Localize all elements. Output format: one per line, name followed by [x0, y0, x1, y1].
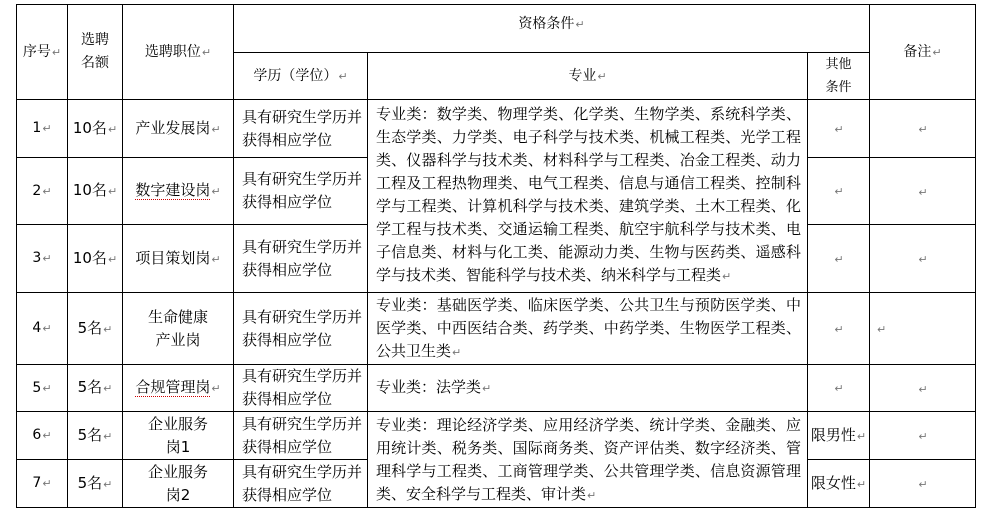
row-remarks: ↵	[870, 158, 976, 225]
header-position: 选聘职位↵	[123, 5, 234, 100]
row-degree: 具有研究生学历并获得相应学位	[234, 460, 368, 508]
row-position: 项目策划岗↵	[123, 225, 234, 293]
row-remarks: ↵	[870, 100, 976, 158]
row-degree: 具有研究生学历并获得相应学位	[234, 412, 368, 460]
header-degree: 学历（学位）↵	[234, 53, 368, 100]
row-other: ↵	[808, 293, 870, 365]
row-no: 7↵	[17, 460, 68, 508]
row-remarks: ↵	[870, 225, 976, 293]
major-group-b: 专业类：基础医学类、临床医学类、公共卫生与预防医学类、中医学类、中西医结合类、药学类、中药学类、生物医学工程类、公共卫生类↵	[368, 293, 808, 365]
row-position: 企业服务岗1	[123, 412, 234, 460]
table-row	[17, 412, 976, 460]
major-group-c: 专业类：法学类↵	[368, 365, 808, 412]
row-degree: 具有研究生学历并获得相应学位	[234, 225, 368, 293]
header-no: 序号↵	[17, 5, 68, 100]
major-group-d: 专业类：理论经济学类、应用经济学类、统计学类、金融类、应用统计类、税务类、国际商务类、资产评估类、数字经济类、管理科学与工程类、工商管理学类、公共管理学类、信息资源管理类、安全科学与工程类、审计类↵	[368, 412, 808, 508]
header-qualification: 资格条件↵	[234, 5, 870, 53]
row-other: 限男性↵	[808, 412, 870, 460]
row-count: 10名↵	[68, 100, 123, 158]
row-degree: 具有研究生学历并获得相应学位	[234, 158, 368, 225]
row-count: 5名↵	[68, 460, 123, 508]
row-count: 10名↵	[68, 158, 123, 225]
row-degree: 具有研究生学历并获得相应学位	[234, 100, 368, 158]
table-row	[17, 100, 976, 158]
header-other: 其他条件	[808, 53, 870, 100]
header-major: 专业↵	[368, 53, 808, 100]
row-no: 6↵	[17, 412, 68, 460]
row-no: 3↵	[17, 225, 68, 293]
row-other: ↵	[808, 365, 870, 412]
row-no: 2↵	[17, 158, 68, 225]
table-row	[17, 293, 976, 365]
header-count: 选聘名额	[68, 5, 123, 100]
major-group-a: 专业类：数学类、物理学类、化学类、生物学类、系统科学类、生态学类、力学类、电子科学与技术类、机械工程类、光学工程类、仪器科学与技术类、材料科学与工程类、冶金工程类、动力工程及工程热物理类、电气工程类、信息与通信工程类、控制科学与工程类、计算机科学与技术类、建筑学类、土木工程类、化学工程与技术类、交通运输工程类、航空宇航科学与技术类、电子信息类、材料与化工类、能源动力类、生物与医药类、遥感科学与技术类、智能科学与技术类、纳米科学与工程类↵	[368, 100, 808, 293]
header-remarks: 备注↵	[870, 5, 976, 100]
row-position: 企业服务岗2	[123, 460, 234, 508]
row-remarks: ↵	[870, 293, 976, 365]
row-position: 产业发展岗↵	[123, 100, 234, 158]
row-remarks: ↵	[870, 412, 976, 460]
row-position: 生命健康产业岗	[123, 293, 234, 365]
row-no: 1↵	[17, 100, 68, 158]
row-position: 合规管理岗↵	[123, 365, 234, 412]
table-row	[17, 365, 976, 412]
row-count: 5名↵	[68, 412, 123, 460]
row-count: 10名↵	[68, 225, 123, 293]
row-no: 5↵	[17, 365, 68, 412]
recruitment-table	[16, 4, 976, 508]
row-count: 5名↵	[68, 365, 123, 412]
row-position: 数字建设岗↵	[123, 158, 234, 225]
row-other: ↵	[808, 158, 870, 225]
row-remarks: ↵	[870, 365, 976, 412]
row-other: ↵	[808, 100, 870, 158]
row-other: 限女性↵	[808, 460, 870, 508]
row-degree: 具有研究生学历并获得相应学位	[234, 293, 368, 365]
row-degree: 具有研究生学历并获得相应学位	[234, 365, 368, 412]
row-no: 4↵	[17, 293, 68, 365]
row-other: ↵	[808, 225, 870, 293]
row-count: 5名↵	[68, 293, 123, 365]
row-remarks: ↵	[870, 460, 976, 508]
